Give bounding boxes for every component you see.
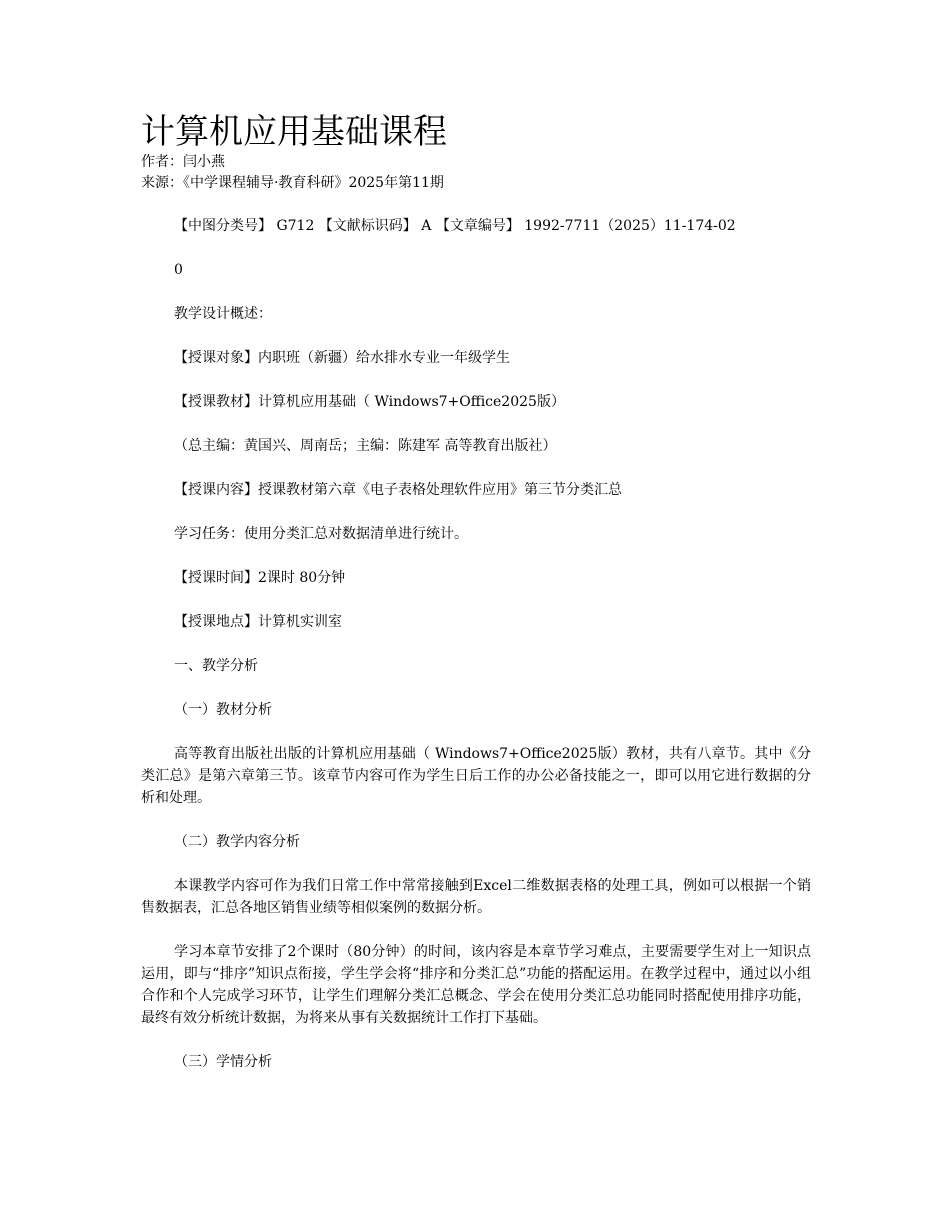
editors-note: （总主编：黄国兴、周南岳；主编：陈建军 高等教育出版社） xyxy=(174,438,557,454)
body-paragraph-3: 学习本章节安排了2个课时（80分钟）的时间，该内容是本章节学习难点，主要需要学生对上一知识点运用，即与“排序”知识点衔接，学生学会将“排序和分类汇总”功能的搭配运用。在教学过程中，通过以小组合作和个人完成学习环节，让学生们理解分类汇总概念、学会在使用分类汇总功能同时搭配使用排序功能，最终有效分析统计数据，为将来从事有关数据统计工作打下基础。 xyxy=(141,944,811,1026)
subsection-heading-2: （二）教学内容分析 xyxy=(174,834,300,850)
teaching-content: 【授课内容】授课教材第六章《电子表格处理软件应用》第三节分类汇总 xyxy=(174,482,622,498)
body-paragraph-1: 高等教育出版社出版的计算机应用基础（ Windows7+Office2025版）教材，共有八章节。其中《分类汇总》是第六章第三节。该章节内容可作为学生日后工作的办公必备技能之一，即可以用它进行数据的分析和处理。 xyxy=(141,746,811,806)
teaching-time: 【授课时间】2课时 80分钟 xyxy=(174,570,346,586)
classification-line: 【中图分类号】 G712 【文献标识码】 A 【文章编号】 1992-7711（2025）11-174-02 xyxy=(174,218,736,234)
paragraph-zero: 0 xyxy=(174,262,183,278)
body-paragraph-2: 本课教学内容可作为我们日常工作中常常接触到Excel二维数据表格的处理工具，例如可以根据一个销售数据表，汇总各地区销售业绩等相似案例的数据分析。 xyxy=(141,878,811,916)
learning-task: 学习任务：使用分类汇总对数据清单进行统计。 xyxy=(174,526,468,542)
author-line: 作者：闫小燕 xyxy=(141,154,225,170)
document-title: 计算机应用基础课程 xyxy=(141,112,447,152)
teaching-target: 【授课对象】内职班（新疆）给水排水专业一年级学生 xyxy=(174,350,510,366)
teaching-location: 【授课地点】计算机实训室 xyxy=(174,614,342,630)
teaching-material: 【授课教材】计算机应用基础（ Windows7+Office2025版） xyxy=(174,394,565,410)
design-overview-heading: 教学设计概述： xyxy=(174,306,272,322)
source-line: 来源：《中学课程辅导·教育科研》2025年第11期 xyxy=(141,175,444,191)
section-heading-1: 一、教学分析 xyxy=(174,658,258,674)
subsection-heading-3: （三）学情分析 xyxy=(174,1054,272,1070)
subsection-heading-1: （一）教材分析 xyxy=(174,702,272,718)
document-page xyxy=(141,112,811,1073)
